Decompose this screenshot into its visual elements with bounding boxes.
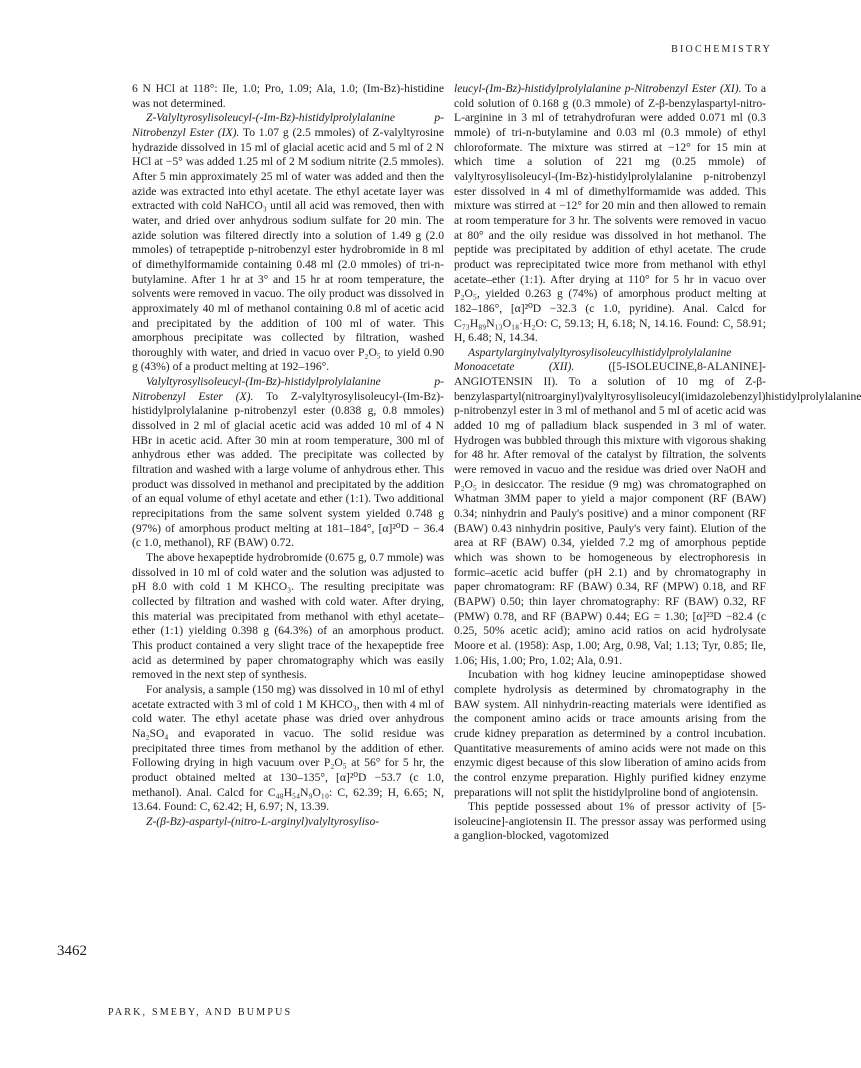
compound-title: leucyl-(Im-Bz)-histidylprolylalanine p-Nitrobenzyl Ester (XI). bbox=[454, 82, 742, 95]
journal-header: BIOCHEMISTRY bbox=[671, 44, 772, 55]
paragraph bbox=[132, 551, 444, 683]
left-column bbox=[132, 82, 444, 829]
paragraph-text: To a cold solution of 0.168 g (0.3 mmole) of Z-β-benzylaspartyl-nitro-L-arginine in 3 ml of tetrahydrofuran were added 0.071 ml (0.3 mmole) of tri-n-butylamine and 0.03 ml (0.3 mmole) of ethyl chloroformate. The mixture was stirred at −12° for 15 min at which time a solution of 221 mg (0.25 mmole) of valyltyrosylisoleucyl-(Im-Bz)-histidylprolylalanine p-nitrobenzyl ester dissolved in 4 ml of dimethylformamide was added. This mixture was stirred at −12° for 20 min and then allowed to remain at room temperature for 3 hr. The solvents were removed in vacuo at 80° and the oily residue was dissolved in hot methanol. The peptide was precipitated by addition of ethyl acetate. The crude product was reprecipitated twice more from methanol with ethyl acetate–ether (1:1). After drying at 110° for 5 hr in vacuo over P₂O₅, yielded 0.263 g (74%) of amorphous product melting at 182–186°, [α]²⁰D −32.3 (c 1.0, pyridine). Anal. Calcd for C₇₃H₈₉N₁₃O₁₈·H₂O: C, 59.13; H, 6.18; N, 14.16. Found: C, 58.91; H, 6.48; N, 14.34. bbox=[454, 82, 766, 345]
paragraph-text: ([5-ISOLEUCINE,8-ALANINE]-ANGIOTENSIN II). To a solution of 10 mg of Z-β-benzylaspartyl(nitroarginyl)valyltyrosylisoleucyl(imidazolebenzyl)histidylprolylalanine p-nitrobenzyl ester in 3 ml of methanol and 5 ml of acetic acid was added 10 mg of palladium black suspended in 3 ml of water. Hydrogen was bubbled through this mixture with vigorous shaking for 48 hr. After removal of the catalyst by filtration, the solvents were removed in vacuo and the residue was dried over NaOH and P₂O₅ in desiccator. The residue (9 mg) was chromatographed on Whatman 3MM paper to yield a major component (RF (BAW) 0.34; ninhydrin and Pauly's positive) and a minor component (RF (BAW) 0.43 ninhydrin positive, Pauly's very faint). Elution of the area at RF (BAW) 0.34, yielded 7.2 mg of amorphous peptide which was shown to be homogeneous by electrophoresis in formic–acetic acid buffer (pH 2.1) and by chromatography in paper chromatogram: RF (BAW) 0.34, RF (MPW) 0.18, and RF (BAPW) 0.50; thin layer chromatography: RF (BAW) 0.32, RF (PMW) 0.78, and RF (BAPW) 0.44; EG = 1.30; [α]²³D −82.4 (c 0.25, 50% acetic acid); amino acid ratios on acid hydrolysate Moore et al. (1958): Asp, 1.00; Arg, 0.98, Val; 1.13; Tyr, 0.85; Ile, 1.06; His, 1.00; Pro, 1.02; Ala, 0.91. bbox=[454, 360, 861, 667]
paragraph-text: For analysis, a sample (150 mg) was dissolved in 10 ml of ethyl acetate extracted with 3 ml of cold 1 M KHCO₃, then with 4 ml of cold water. The ethyl acetate phase was dried over anhydrous Na₂SO₄ and evaporated in vacuo. The solid residue was precipitated three times from methanol by the addition of ether. Following drying in high vacuum over P₂O₅ at 56° for 5 hr, the product obtained melted at 130–135°, [α]²⁰D −53.7 (c 1.0, methanol). Anal. Calcd for C₄₈H₅₄N₉O₁₀: C, 62.39; H, 6.65; N, 13.64. Found: C, 62.42; H, 6.97; N, 13.39. bbox=[132, 682, 444, 814]
paragraph bbox=[132, 815, 444, 830]
page-number: 3462 bbox=[57, 943, 87, 959]
right-column bbox=[454, 82, 861, 844]
paragraph bbox=[132, 375, 444, 551]
paragraph bbox=[132, 82, 444, 111]
paragraph-text: To Z-valyltyrosylisoleucyl-(Im-Bz)-histidylprolylalanine p-nitrobenzyl ester (0.838 g, 0.8 mmoles) dissolved in 2 ml of glacial acetic acid was added 10 ml of 4 N HBr in acetic acid. After 30 min at room temperature, 300 ml of anhydrous ether was added. The precipitate was collected by filtration and washed with a large volume of anhydrous ether. This product was dissolved in methanol and precipitated by the addition of an equal volume of ethyl acetate and ether (1:1). Two additional reprecipitations from the same solvent system yielded 0.748 g (97%) of amorphous product melting at 181–184°, [α]²⁰D − 36.4 (c 1.0, methanol), RF (BAW) 0.72. bbox=[132, 389, 444, 550]
footer-authors: PARK, SMEBY, AND BUMPUS bbox=[108, 1007, 293, 1018]
paragraph bbox=[132, 683, 444, 815]
paragraph bbox=[454, 345, 861, 668]
compound-title: Valyltyrosylisoleucyl-(Im-Bz)-histidylprolylalanine p-Nitrobenzyl Ester (X). bbox=[132, 375, 444, 403]
compound-title: Z-Valyltyrosylisoleucyl-(-Im-Bz)-histidylprolylalanine p-Nitrobenzyl Ester (IX). bbox=[132, 111, 444, 139]
paragraph bbox=[132, 111, 444, 375]
compound-title: Aspartylarginylvalyltyrosylisoleucylhistidylprolylalanine Monoacetate (XII). bbox=[454, 345, 732, 374]
paragraph-text: 6 N HCl at 118°: Ile, 1.0; Pro, 1.09; Ala, 1.0; (Im-Bz)-histidine was not determined. bbox=[132, 82, 444, 110]
paragraph bbox=[454, 82, 766, 346]
paragraph bbox=[454, 800, 766, 844]
paragraph bbox=[454, 668, 766, 800]
paragraph-text: To 1.07 g (2.5 mmoles) of Z-valyltyrosine hydrazide dissolved in 15 ml of glacial acetic acid and 5 ml of 2 N HCl at −5° was added 1.25 ml of 2 M sodium nitrite (2.5 mmoles). After 5 min approximately 25 ml of water was added and then the azide was extracted into ethyl acetate. The ethyl acetate layer was extracted with cold NaHCO₃ until all acid was removed, then with water, and dried over anhydrous sodium sulfate for 20 min. The azide solution was filtered directly into a solution of 1.49 g (2.0 mmoles) of tetrapeptide p-nitrobenzyl ester hydrobromide in 8 ml of dimethylformamide containing 0.48 ml (2.0 mmoles) of tri-n-butylamine. After 1 hr at 3° and 15 hr at room temperature, the solvents were removed in vacuo. The oily product was dissolved in approximately 40 ml of methanol containing 0.8 ml of acetic acid and precipitated by the addition of 100 ml of water. This amorphous precipitate was collected by filtration, washed thoroughly with water, and dried in vacuo over P₂O₅ to yield 0.90 g (43%) of a product melting at 192–196°. bbox=[132, 125, 444, 374]
paragraph-text: This peptide possessed about 1% of pressor activity of [5-isoleucine]-angiotensin II. The pressor assay was performed using a ganglion-blocked, vagotomized bbox=[454, 800, 766, 843]
paragraph-text: The above hexapeptide hydrobromide (0.675 g, 0.7 mmole) was dissolved in 10 ml of cold water and the solution was adjusted to pH 8.0 with cold 1 M KHCO₃. The resulting precipitate was collected by filtration and washed with cold water. After drying, this material was precipitated from methanol with ethyl acetate–ether (1:1) yielding 0.398 g (64.3%) of an amorphous product. This product contained a very slight trace of the hexapeptide free acid as determined by paper chromatography which was easily removed in the next step of synthesis. bbox=[132, 551, 444, 682]
paragraph-text: Incubation with hog kidney leucine aminopeptidase showed complete hydrolysis as determined by chromatography in the BAW system. All ninhydrin-reacting materials were identified as the component amino acids or trace amounts arising from the crude kidney preparation as determined by a control incubation. Quantitative measurements of amino acids were not made on this enzymic digest because of this slow liberation of amino acids from the control enzyme preparation. Highly purified kidney enzyme preparations will not split the histidylproline bond of angiotensin. bbox=[454, 668, 766, 799]
compound-title: Z-(β-Bz)-aspartyl-(nitro-L-arginyl)valyltyrosyliso- bbox=[146, 814, 380, 828]
